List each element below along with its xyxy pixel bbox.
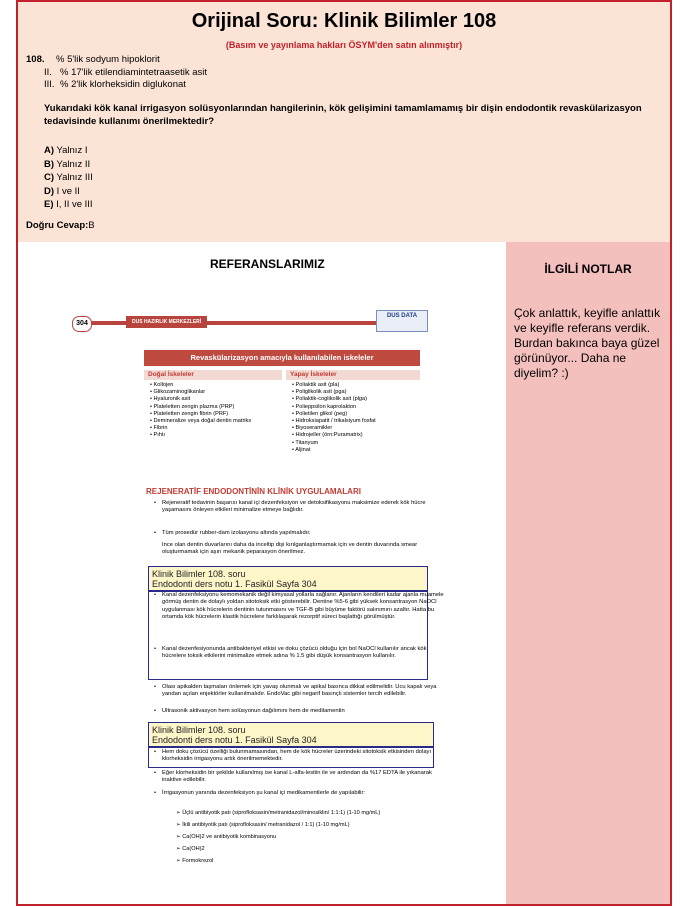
bullet-item: • Eğer klorheksidin bir şekilde kullanılmış ise kanal L-alfa-lesitin ile ve ardından da %17 EDTA ile yıkanarak inaktive edilebilir. (162, 770, 452, 785)
note2-title: Klinik Bilimler 108. soru (152, 725, 246, 735)
answer-b-letter: B) (44, 158, 55, 170)
answer-c: Yalnız III (56, 172, 93, 183)
medicament-item: ➢ İkili antibiyotik patı (siprofloksasin/ metranidazol / 1:1) (1-10 mg/mL) (176, 822, 350, 829)
bullet-item: • Rejeneratif tedavinin başarısı kanal içi dezenfeksiyon ve detoksifikasyonu maksimize ederek kök hücre yaşamasını önleyen etkileri minimalize etmeye bağlıdır. (162, 500, 452, 515)
list-item: • Hyaluronik asit (150, 396, 280, 403)
bullet-item: • İnce olan dentin duvarlarını daha da inceltip dişi kırılganlaştırmamak için ve dentin duvarında smear oluşturmamak için aşırı mekanik peparasyon önerilmez. (162, 542, 452, 557)
list-item: • Demineralize veya doğal dentin matriks (150, 418, 280, 425)
book-page-number: 304 (72, 316, 92, 332)
note1-title: Klinik Bilimler 108. soru (152, 569, 246, 579)
note1-sub: Endodonti ders notu 1. Fasikül Sayfa 304 (152, 579, 317, 589)
question-number: 108. (26, 54, 45, 65)
list-item: • Kollojen (150, 382, 280, 389)
answer-d: I ve II (56, 185, 80, 197)
dus-data-logo: DUS DATA (376, 310, 428, 332)
notes-title: İLGİLİ NOTLAR (544, 262, 632, 276)
list-item: • Poliaktik-coglikolik asit (plga) (292, 396, 420, 403)
bullet-item: • Olası apikalden taşmaları önlemek için yavaş olunmalı ve apikal basınca dikkat edilmelidir. Ucu kapalı veya yandan açılan enjektörler kullanılmalıdır. EndoVac gibi negarif basınçlı sistemler tercih edilebilir. (162, 684, 452, 699)
medicament-item: ➢ Ca(OH)2 (176, 846, 205, 853)
answer-a: Yalnız I (56, 145, 88, 156)
answer-list (44, 144, 93, 212)
list-item: • Plateletten zengin plazma (PRP) (150, 404, 280, 411)
highlight-note-2 (148, 722, 434, 748)
section-title: REJENERATİF ENDODONTİNİN KLİNİK UYGULAMALARI (146, 487, 361, 496)
notes-sidebar (506, 242, 670, 904)
center-name: DUS HAZIRLIK MERKEZLERİ (126, 316, 207, 328)
references-heading: REFERANSLARIMIZ (210, 257, 325, 271)
answer-b: Yalnız II (56, 158, 91, 170)
book-page-image (66, 302, 494, 898)
list-item: • Glikozaminoglikanlar (150, 389, 280, 396)
rights-notice: (Basım ve yayınlama hakları ÖSYM'den satın alınmıştır) (225, 40, 463, 50)
note2-sub: Endodonti ders notu 1. Fasikül Sayfa 304 (152, 735, 317, 745)
medicament-item: ➢ Üçlü antibiyotik patı (siprofloksasin/metranidazol/minosiklin/ 1:1:1) (1-10 mg/mL) (176, 810, 380, 817)
answer-d-letter: D) (44, 185, 55, 197)
list-item: • Hidrojeller (örn:Puramatrix) (292, 432, 420, 439)
bullet-item: • Ultrasonik aktivasyon hem solüsyonun dağılımını hem de medilamentin (162, 708, 452, 715)
list-item: • Polieppsilon kaprolakton (292, 404, 420, 411)
option-3-num: III. (44, 79, 55, 90)
table-title: Revaskülarizasyon amacıyla kullanılabilen iskeleler (144, 350, 420, 366)
list-item: • Hidroksiapatit / trikalsiyum fosfat (292, 418, 420, 425)
correct-label: Doğru Cevap: (26, 220, 89, 231)
list-item: • Titanyum (292, 440, 420, 447)
list-item: • Polietilen glikol (peg) (292, 411, 420, 418)
answer-e: I, II ve III (56, 199, 93, 210)
question-panel (18, 2, 670, 242)
medicament-item: ➢ Formokrezol (176, 858, 213, 865)
list-item: • Biyoseramikler (292, 425, 420, 432)
correct-answer (26, 220, 95, 231)
notes-text: Çok anlattık, keyifle anlattık ve keyifle referans verdik. Burdan bakınca baya güzel görünüyor... Daha ne diyelim? :) (514, 306, 661, 380)
option-1: % 5'lik sodyum hipoklorit (56, 54, 160, 65)
list-item: • Fibrin (150, 425, 280, 432)
bullet-item: • Kanal dezenfeksiyonu kemomekanik değil kimyasal yollarla sağlanır. Ajanların kendileri kadar ajanla muamele görmüş dentin de dolaylı yoldan sitotoksik etki gösterebilir. Dentine %5-6 gibi yüksek konsantrasyon NaOCl uygulanması kök hücrelerin dentinin tutunmasını ve TGF-B gibi büyüme faktörü salınımını azaltır. Hatta bu ortamda kök hücrelerin klastik hücrelere farklılaşarak rezorptif süreci başlattığı görülmüştür. (162, 592, 452, 621)
list-item: • Poliaktik asit (pla) (292, 382, 420, 389)
bullet-item: • Kanal dezenfesiyonunda antibakteriyel etkisi ve doku çözücü olduğu için bol NaOCl kullanılır ancak kök hücrelere toksik etkilerini minimalize etmek adına % 1.5 gibi düşük konsantrasyon kullanılır. (162, 646, 452, 661)
bullet-item: • İrrigasyonun yanında dezenfeksiyon şu kanal içi medikamentlerle de yapılabilir: (162, 790, 452, 797)
book-header (66, 313, 494, 330)
artificial-scaffolds (292, 382, 420, 454)
bullet-item: • Hem doku çözücü özelliği bulunmamasından, hem de kök hücreler üzerindeki sitotoksik etkisinden dolayı klorheksidin irrigasyonu artık önerilmemektedir. (162, 749, 452, 764)
option-2: % 17'lik etilendiamintetraasetik asit (60, 66, 208, 78)
bullet-item: • Tüm prosedür rubber-dam izolasyonu altında yapılmalıdır. (162, 530, 452, 537)
question-text: Yukarıdaki kök kanal irrigasyon solüsyonlarından hangilerinin, kök gelişimini tamamlamamış bir dişin endodontik revaskülarizasyon tedavisinde kullanımı önerilmektedir? (44, 103, 642, 127)
correct-value: B (88, 220, 95, 231)
answer-c-letter: C) (44, 172, 55, 183)
list-item: • Poliglikolik asit (pga) (292, 389, 420, 396)
option-3: % 2'lik klorheksidin diglukonat (60, 79, 186, 90)
medicament-item: ➢ Ca(OH)2 ve antibiyotik kombinasyonu (176, 834, 276, 841)
option-2-num: II. (44, 66, 52, 78)
col-left-title: Doğal İskeleler (144, 370, 282, 380)
answer-e-letter: E) (44, 199, 54, 210)
list-item: • Aljinat (292, 447, 420, 454)
question-options (26, 54, 207, 92)
list-item: • Pıhtı (150, 432, 280, 439)
page-title: Orijinal Soru: Klinik Bilimler 108 (191, 10, 497, 32)
highlight-note-1 (148, 566, 428, 592)
answer-a-letter: A) (44, 145, 55, 156)
list-item: • Plateletten zengin fibrin (PRF) (150, 411, 280, 418)
scaffold-table (144, 350, 420, 472)
col-right-title: Yapay İskeleler (286, 370, 420, 380)
natural-scaffolds (150, 382, 280, 440)
